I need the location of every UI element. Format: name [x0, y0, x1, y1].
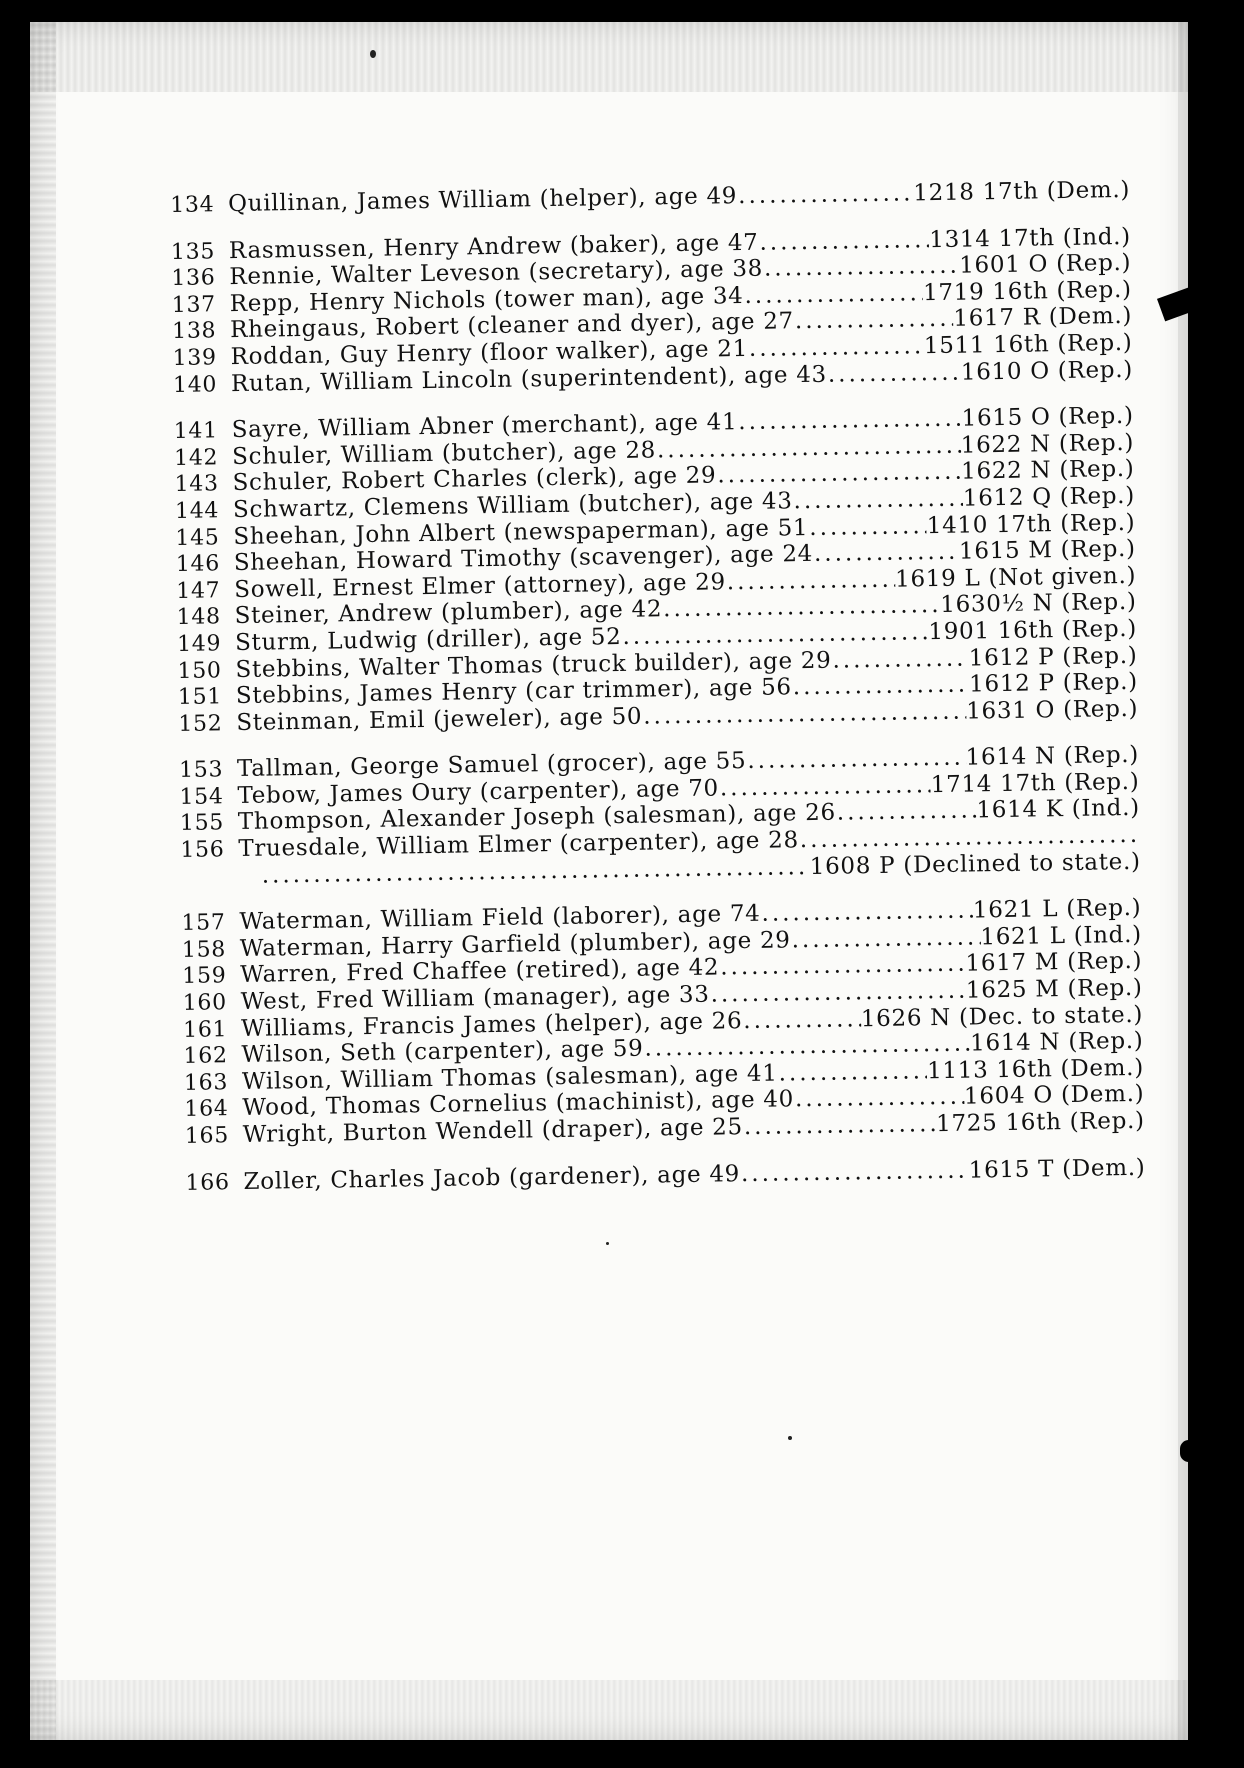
dot-leader	[726, 566, 896, 595]
ink-speck	[370, 50, 376, 58]
entry-name: Repp, Henry Nichols (tower man), age 34	[229, 282, 744, 317]
dot-leader	[740, 1157, 969, 1187]
entry-name: Sturm, Ludwig (driller), age 52	[234, 623, 622, 656]
entry-address-party: 1615 M (Rep.)	[958, 536, 1136, 565]
entry-number: 152	[178, 710, 223, 737]
entry-address-party: 1113 16th (Dem.)	[926, 1054, 1145, 1085]
entry-address-party: 1608 P (Declined to state.)	[809, 848, 1141, 880]
entry-address-party: 1314 17th (Ind.)	[929, 223, 1132, 253]
entry-address-party: 1630½ N (Rep.)	[940, 589, 1137, 619]
dot-leader	[746, 745, 966, 775]
dot-leader	[808, 513, 927, 541]
entry-name: Warren, Fred Chaffee (retired), age 42	[240, 954, 720, 989]
entry-address-party: 1612 Q (Rep.)	[962, 482, 1136, 512]
entry-name: Williams, Francis James (helper), age 26	[240, 1007, 743, 1042]
entry-number: 154	[179, 784, 224, 810]
entry-number: 138	[172, 318, 217, 345]
entry-number: 144	[174, 498, 220, 524]
ink-speck	[606, 1242, 609, 1245]
roster-group	[179, 742, 1141, 890]
entry-address-party: 1617 R (Dem.)	[953, 303, 1133, 333]
entry-address-party: 1410 17th (Rep.)	[926, 509, 1136, 539]
dot-leader	[719, 772, 931, 802]
entry-name: Quillinan, James William (helper), age 49	[227, 183, 738, 218]
dot-leader	[719, 951, 966, 981]
entry-address-party: 1614 N (Rep.)	[969, 1028, 1144, 1057]
entry-name: Wilson, William Thomas (salesman), age 41	[241, 1060, 778, 1095]
entry-number: 136	[171, 265, 216, 292]
dot-leader	[790, 924, 980, 954]
entry-name: Truesdale, William Elmer (carpenter), age 28	[238, 827, 799, 863]
entry-address-party: 1614 N (Rep.)	[965, 742, 1140, 771]
dot-leader	[813, 539, 959, 568]
entry-address-party: 1617 M (Rep.)	[965, 948, 1143, 978]
entry-name: Waterman, Harry Garfield (plumber), age 29	[239, 927, 791, 962]
entry-number: 141	[173, 418, 219, 445]
dot-leader	[742, 1006, 861, 1034]
entry-number: 161	[182, 1016, 228, 1043]
entry-number: 159	[182, 963, 227, 990]
entry-number: 166	[185, 1169, 230, 1196]
entry-name: Waterman, William Field (laborer), age 74	[239, 901, 761, 936]
ink-speck	[788, 1436, 792, 1440]
dot-leader	[794, 306, 954, 335]
entry-name: Zoller, Charles Jacob (gardener), age 49	[243, 1160, 741, 1195]
dot-leader	[642, 698, 966, 730]
entry-number: 135	[170, 238, 216, 265]
entry-address-party: 1631 O (Rep.)	[966, 695, 1139, 725]
entry-name: Tallman, George Samuel (grocer), age 55	[236, 748, 747, 783]
entry-number: 150	[177, 657, 222, 684]
entry-number: 140	[172, 371, 218, 398]
entry-name: Steinman, Emil (jeweler), age 50	[236, 703, 643, 736]
entry-address-party: 1725 16th (Rep.)	[935, 1107, 1145, 1138]
paper-top-wear	[30, 22, 1188, 92]
dot-leader	[716, 459, 961, 489]
entry-name: Steiner, Andrew (plumber), age 42	[234, 596, 663, 630]
entry-number: 158	[181, 937, 227, 963]
entry-number: 160	[182, 990, 228, 1016]
entry-name: Tebow, James Oury (carpenter), age 70	[237, 775, 720, 809]
entry-name: Sheehan, John Albert (newspaperman), age 51	[233, 514, 809, 550]
entry-number: 149	[176, 631, 222, 657]
entry-name: Schuler, William (butcher), age 28	[231, 437, 657, 470]
entry-address-party: 1612 P (Rep.)	[968, 668, 1139, 698]
entry-address-party: 1511 16th (Rep.)	[923, 329, 1133, 360]
entry-number: 146	[175, 551, 221, 578]
entry-number: 165	[184, 1123, 230, 1149]
entry-address-party: 1612 P (Rep.)	[968, 642, 1138, 672]
entry-number: 143	[174, 471, 219, 498]
entry-number: 134	[170, 192, 215, 218]
dot-leader	[794, 1084, 965, 1113]
entry-address-party: 1601 O (Rep.)	[959, 250, 1132, 279]
entry-number: 148	[176, 604, 221, 631]
roster-group	[174, 403, 1139, 737]
entry-address-party: 1626 N (Dec. to state.)	[860, 1001, 1144, 1032]
entry-number: 151	[177, 684, 223, 711]
entry-name: Sheehan, Howard Timothy (scavenger), age 24	[233, 541, 814, 577]
entry-name: Wilson, Seth (carpenter), age 59	[241, 1035, 644, 1069]
entry-name: Rasmussen, Henry Andrew (baker), age 47	[228, 229, 759, 264]
entry-name: Sayre, William Abner (merchant), age 41	[231, 409, 738, 444]
entry-number: 156	[180, 837, 225, 863]
dot-leader	[748, 333, 924, 362]
entry-address-party: 1621 L (Rep.)	[972, 895, 1142, 924]
paper-bottom-wear	[30, 1680, 1188, 1740]
entry-name: Thompson, Alexander Joseph (salesman), age 26	[237, 800, 837, 836]
dot-leader	[831, 645, 969, 674]
dot-leader	[737, 180, 914, 209]
entry-address-party: 1610 O (Rep.)	[960, 356, 1134, 386]
dot-leader	[792, 672, 970, 701]
entry-address-party: 1615 T (Dem.)	[968, 1154, 1146, 1184]
roster-group	[171, 224, 1133, 399]
entry-number: 153	[178, 757, 224, 784]
entry-number: 145	[175, 524, 220, 551]
dot-leader	[743, 1111, 937, 1141]
entry-address-party: 1615 O (Rep.)	[961, 403, 1134, 432]
dot-leader	[827, 359, 961, 388]
entry-number: 163	[183, 1070, 229, 1096]
dot-leader	[709, 978, 966, 1009]
torn-edge	[1180, 1440, 1202, 1462]
entry-address-party: 1622 N (Rep.)	[960, 429, 1135, 459]
entry-number: 142	[173, 445, 219, 471]
entry-number: 139	[172, 345, 217, 371]
entry-address-party: 1218 17th (Dem.)	[913, 176, 1131, 207]
entry-name: Sowell, Ernest Elmer (attorney), age 29	[234, 569, 727, 603]
entry-address-party: 1614 K (Ind.)	[976, 795, 1141, 824]
entry-name: Rheingaus, Robert (cleaner and dyer), age 27	[229, 308, 795, 344]
entry-name: Rutan, William Lincoln (superintendent), age 43	[230, 361, 828, 397]
entry-number: 155	[179, 810, 225, 837]
entry-address-party: 1901 16th (Rep.)	[928, 615, 1138, 646]
dot-leader	[777, 1058, 927, 1087]
entry-address-party: 1625 M (Rep.)	[965, 974, 1143, 1004]
entry-name: Wright, Burton Wendell (draper), age 25	[242, 1114, 744, 1148]
entry-name: Stebbins, Walter Thomas (truck builder), age 29	[235, 647, 832, 683]
entry-address-party: 1719 16th (Rep.)	[922, 276, 1132, 306]
entry-number: 137	[171, 292, 217, 318]
entry-name: Stebbins, James Henry (car trimmer), age 56	[235, 674, 792, 710]
dot-leader	[760, 898, 973, 928]
entry-name: Wood, Thomas Cornelius (machinist), age 40	[242, 1086, 795, 1122]
entry-name: Schwartz, Clemens William (butcher), age 43	[232, 488, 793, 523]
entry-number: 164	[184, 1096, 229, 1123]
number-spacer	[181, 883, 239, 884]
paper-right-shadow	[1178, 22, 1188, 1740]
roster-group	[185, 1154, 1145, 1196]
voter-roster	[170, 177, 1146, 1216]
roster-entry	[185, 1154, 1145, 1196]
entry-name: West, Fred William (manager), age 33	[240, 981, 710, 1016]
entry-address-party: 1714 17th (Rep.)	[930, 768, 1140, 798]
entry-name: Schuler, Robert Charles (clerk), age 29	[232, 462, 717, 497]
dot-leader	[763, 253, 960, 283]
dot-leader	[743, 280, 923, 309]
dot-leader	[792, 486, 963, 515]
entry-address-party: 1604 O (Dem.)	[963, 1081, 1145, 1111]
roster-group	[181, 895, 1145, 1149]
dot-leader	[836, 798, 977, 827]
entry-address-party: 1619 L (Not given.)	[894, 562, 1137, 593]
paper-left-wear	[30, 22, 56, 1740]
entry-address-party: 1621 L (Ind.)	[980, 921, 1142, 951]
dot-leader	[758, 227, 929, 256]
entry-number: 162	[183, 1043, 228, 1070]
entry-name: Rennie, Walter Leveson (secretary), age 38	[229, 255, 764, 291]
entry-address-party: 1622 N (Rep.)	[960, 456, 1135, 485]
entry-number: 147	[176, 577, 221, 604]
entry-name: Roddan, Guy Henry (floor walker), age 21	[230, 335, 749, 371]
entry-number: 157	[181, 910, 226, 937]
dot-leader	[737, 406, 962, 436]
